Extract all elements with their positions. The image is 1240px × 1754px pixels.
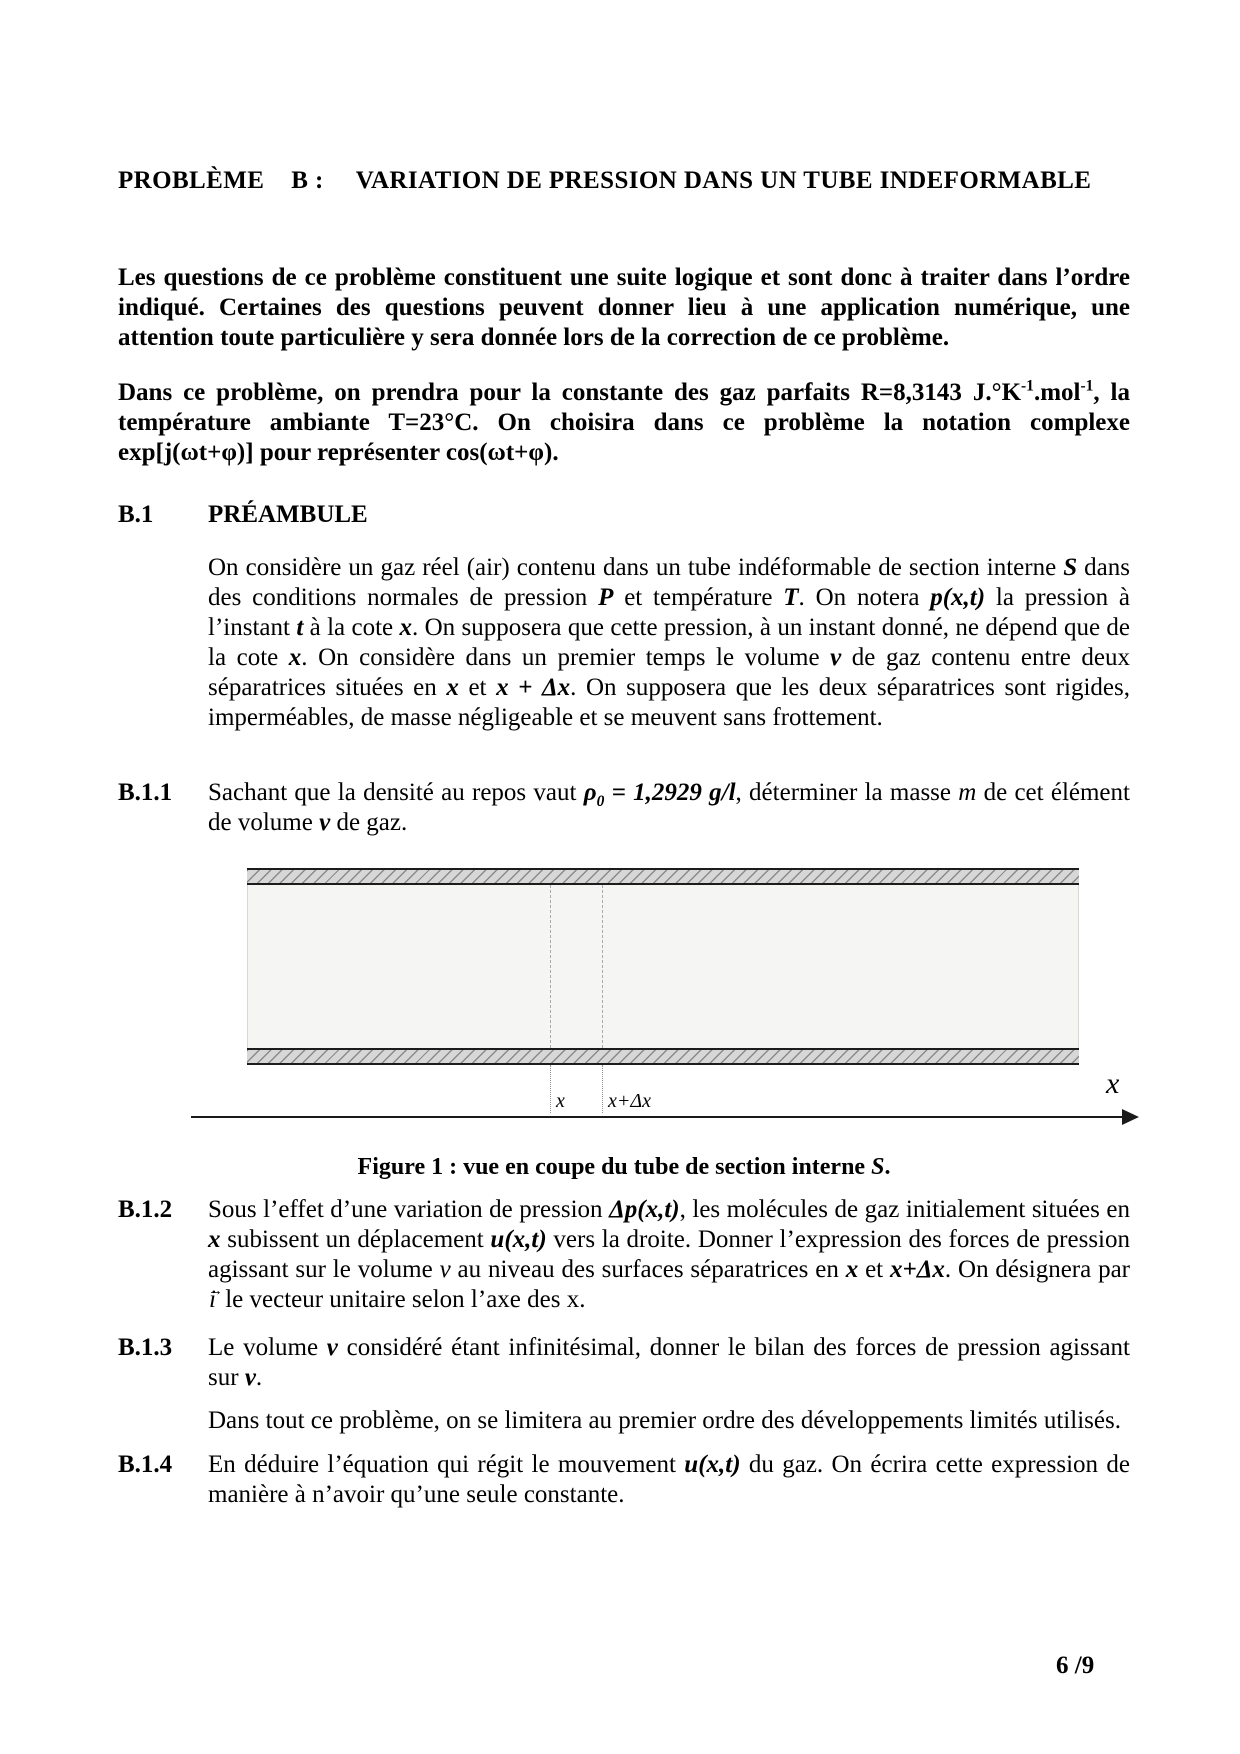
question-b13-number: B.1.3: [118, 1334, 173, 1361]
section-b1-number: B.1: [118, 501, 154, 528]
question-b14-number: B.1.4: [118, 1451, 173, 1478]
question-b11-number: B.1.1: [118, 779, 173, 806]
x-axis-arrowhead-icon: [1122, 1109, 1139, 1125]
axis-tick-label-x-dx: x+Δx: [608, 1090, 651, 1112]
separatrix-extension-x-dx: [602, 1065, 603, 1113]
preamble-paragraph: On considère un gaz réel (air) contenu dans un tube indéformable de section interne S dans des conditions normales de pression P et température T. On notera p(x,t) la pression à l’instant t à la cote x. On supposera que cette pression, à un instant donné, ne dépend que de la cote x. On considère dans un premier temps le volume v de gaz contenu entre deux séparatrices situées en x et x + Δx. On supposera que les deux séparatrices sont rigides, imperméables, de masse négligeable et se meuvent sans frottement.: [208, 554, 1131, 731]
section-b1-heading: PRÉAMBULE: [208, 501, 368, 528]
intro-paragraph-1: Les questions de ce problème constituent une suite logique et sont donc à traiter dans l’ordre indiqué. Certaines des questions peuvent donner lieu à une application numérique, une attention toute particulière y sera donnée lors de la correction de ce problème.: [118, 264, 1130, 351]
separatrix-line-x-dx: [602, 885, 603, 1048]
page-title-letter: B :: [291, 167, 324, 194]
page-title: [118, 166, 1138, 196]
page-title-problem: PROBLÈME: [118, 167, 265, 194]
question-b12-text: Sous l’effet d’une variation de pression Δp(x,t), les molécules de gaz initialement situées en x subissent un déplacement u(x,t) vers la droite. Donner l’expression des forces de pression agissant sur le volume v au niveau des surfaces séparatrices en x et x+Δx. On désignera par i → le vecteur unitaire selon l’axe des x.: [208, 1195, 1130, 1315]
x-axis-label: x: [1106, 1067, 1120, 1100]
axis-tick-label-x: x: [556, 1090, 565, 1112]
figure-caption: Figure 1 : vue en coupe du tube de section interne S.: [357, 1154, 891, 1180]
page-number: 6 /9: [1056, 1652, 1095, 1679]
tube-wall-top: [247, 868, 1079, 885]
tube-wall-bottom: [247, 1048, 1079, 1065]
separatrix-line-x: [550, 885, 551, 1048]
tube-bore: [247, 885, 1079, 1048]
x-axis-line: [191, 1116, 1124, 1118]
separatrix-extension-x: [550, 1065, 551, 1113]
question-b12-number: B.1.2: [118, 1196, 173, 1223]
intro-paragraph-2: Dans ce problème, on prendra pour la constante des gaz parfaits R=8,3143 $J.^\circ K^{-1}.mol^{-1}$, la température ambiante T=23°C. On choisira dans ce problème la notation complexe exp[j(ωt+φ)] pour représenter cos(ωt+φ).: [118, 377, 1130, 466]
question-b14-text: En déduire l’équation qui régit le mouvement u(x,t) du gaz. On écrira cette expression de manière à n’avoir qu’une seule constante.: [208, 1451, 1130, 1508]
page-title-subject: VARIATION DE PRESSION DANS UN TUBE INDEFORMABLE: [355, 167, 1092, 194]
question-b13-text: Le volume v considéré étant infinitésimal, donner le bilan des forces de pression agissant sur v.: [208, 1334, 1130, 1391]
note-paragraph: Dans tout ce problème, on se limitera au premier ordre des développements limités utilisés.: [208, 1407, 1121, 1434]
question-b11-text: Sachant que la densité au repos vaut $\rho_0 = 1,2929$ g/l, déterminer la masse m de cet élément de volume v de gaz.: [208, 779, 1130, 836]
